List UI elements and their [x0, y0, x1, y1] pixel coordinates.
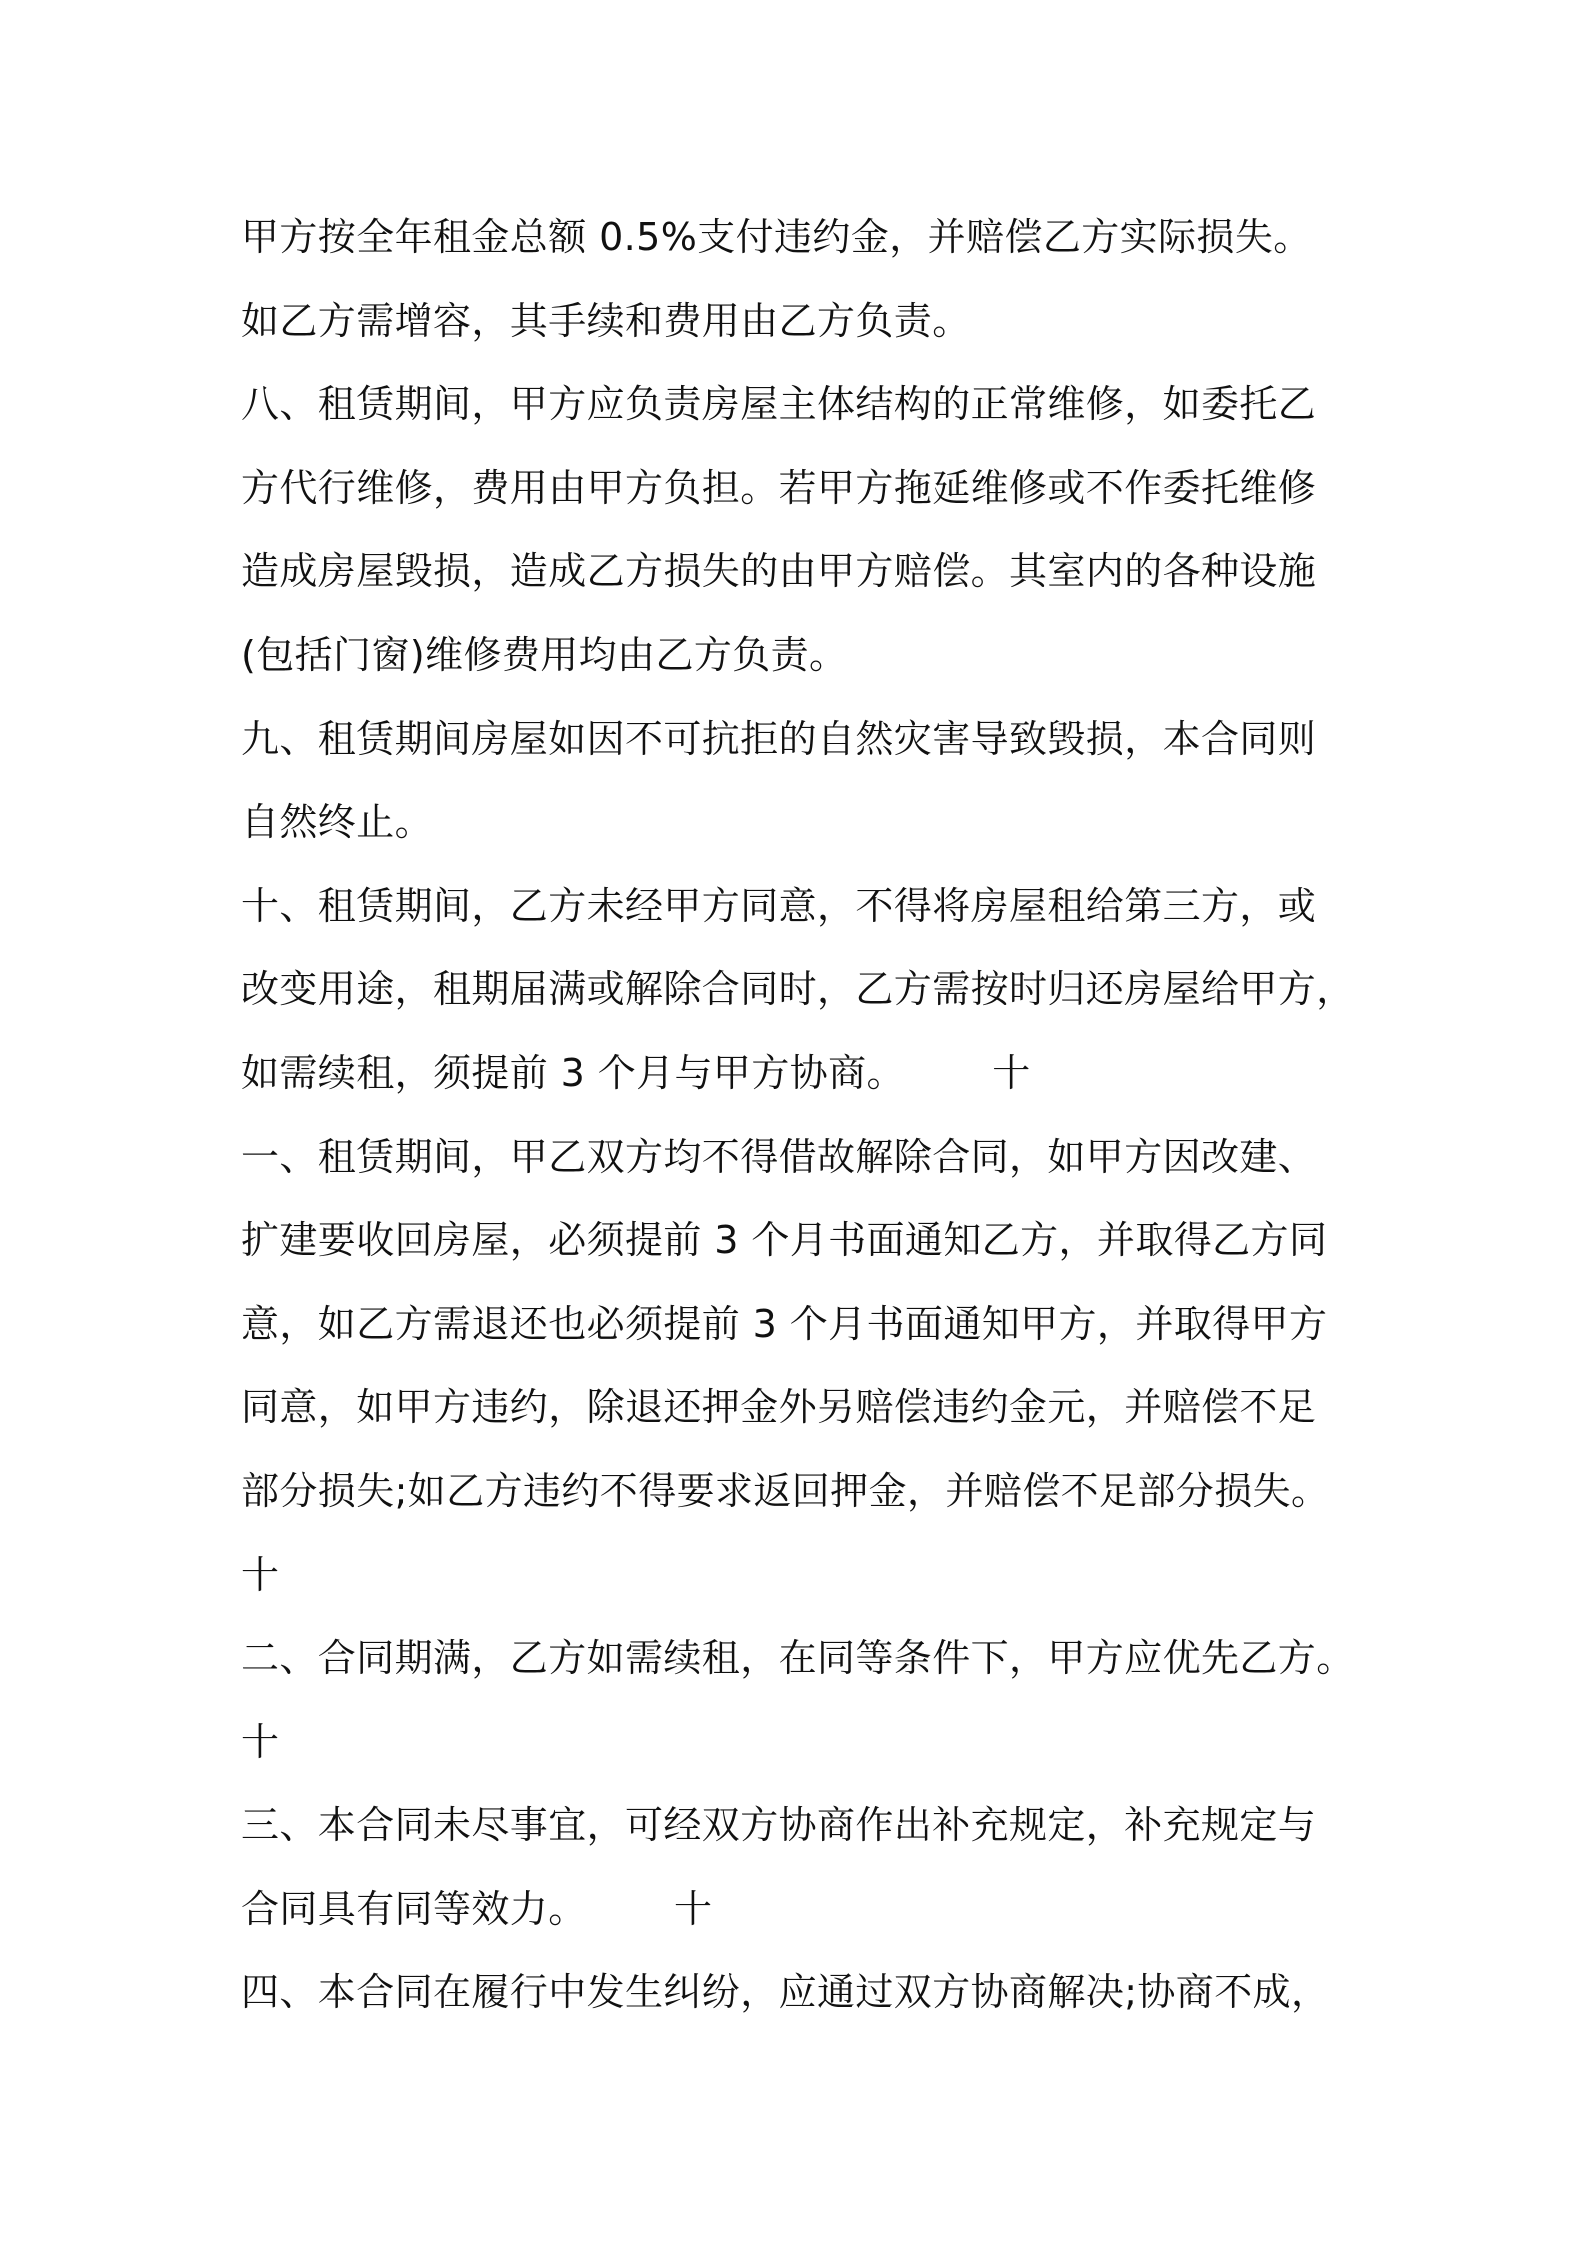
text-line: 合同具有同等效力。 十 — [241, 1886, 713, 1931]
text-line: 部分损失;如乙方违约不得要求返回押金，并赔偿不足部分损失。 — [241, 1468, 1330, 1513]
text-line: (包括门窗)维修费用均由乙方负责。 — [241, 632, 848, 677]
text-line: 三、本合同未尽事宜，可经双方协商作出补充规定，补充规定与 — [241, 1803, 1317, 1848]
text-line: 意，如乙方需退还也必须提前 3 个月书面通知甲方，并取得甲方 — [241, 1301, 1328, 1346]
text-line: 改变用途，租期届满或解除合同时，乙方需按时归还房屋给甲方， — [241, 967, 1355, 1012]
text-line: 十 — [241, 1552, 280, 1597]
text-line: 扩建要收回房屋，必须提前 3 个月书面通知乙方，并取得乙方同 — [241, 1218, 1328, 1263]
text-line: 十、租赁期间，乙方未经甲方同意，不得将房屋租给第三方，或 — [241, 883, 1317, 928]
text-line: 四、本合同在履行中发生纠纷，应通过双方协商解决;协商不成， — [241, 1970, 1330, 2015]
text-line: 九、租赁期间房屋如因不可抗拒的自然灾害导致毁损，本合同则 — [241, 716, 1317, 761]
text-line: 十 — [241, 1719, 280, 1764]
text-line: 方代行维修，费用由甲方负担。若甲方拖延维修或不作委托维修 — [241, 465, 1317, 510]
text-line: 甲方按全年租金总额 0.5%支付违约金，并赔偿乙方实际损失。 — [241, 215, 1312, 259]
contract-text-block — [241, 196, 1371, 2035]
text-line: 二、合同期满，乙方如需续租，在同等条件下，甲方应优先乙方。 — [241, 1636, 1355, 1681]
text-line: 如需续租，须提前 3 个月与甲方协商。 十 — [241, 1050, 1031, 1095]
text-line: 自然终止。 — [241, 800, 434, 845]
text-line: 同意，如甲方违约，除退还押金外另赔偿违约金元，并赔偿不足 — [241, 1385, 1317, 1430]
text-line: 如乙方需增容，其手续和费用由乙方负责。 — [241, 298, 971, 343]
text-line: 八、租赁期间，甲方应负责房屋主体结构的正常维修，如委托乙 — [241, 382, 1317, 427]
text-line: 一、租赁期间，甲乙双方均不得借故解除合同，如甲方因改建、 — [241, 1134, 1317, 1179]
text-line: 造成房屋毁损，造成乙方损失的由甲方赔偿。其室内的各种设施 — [241, 549, 1317, 594]
